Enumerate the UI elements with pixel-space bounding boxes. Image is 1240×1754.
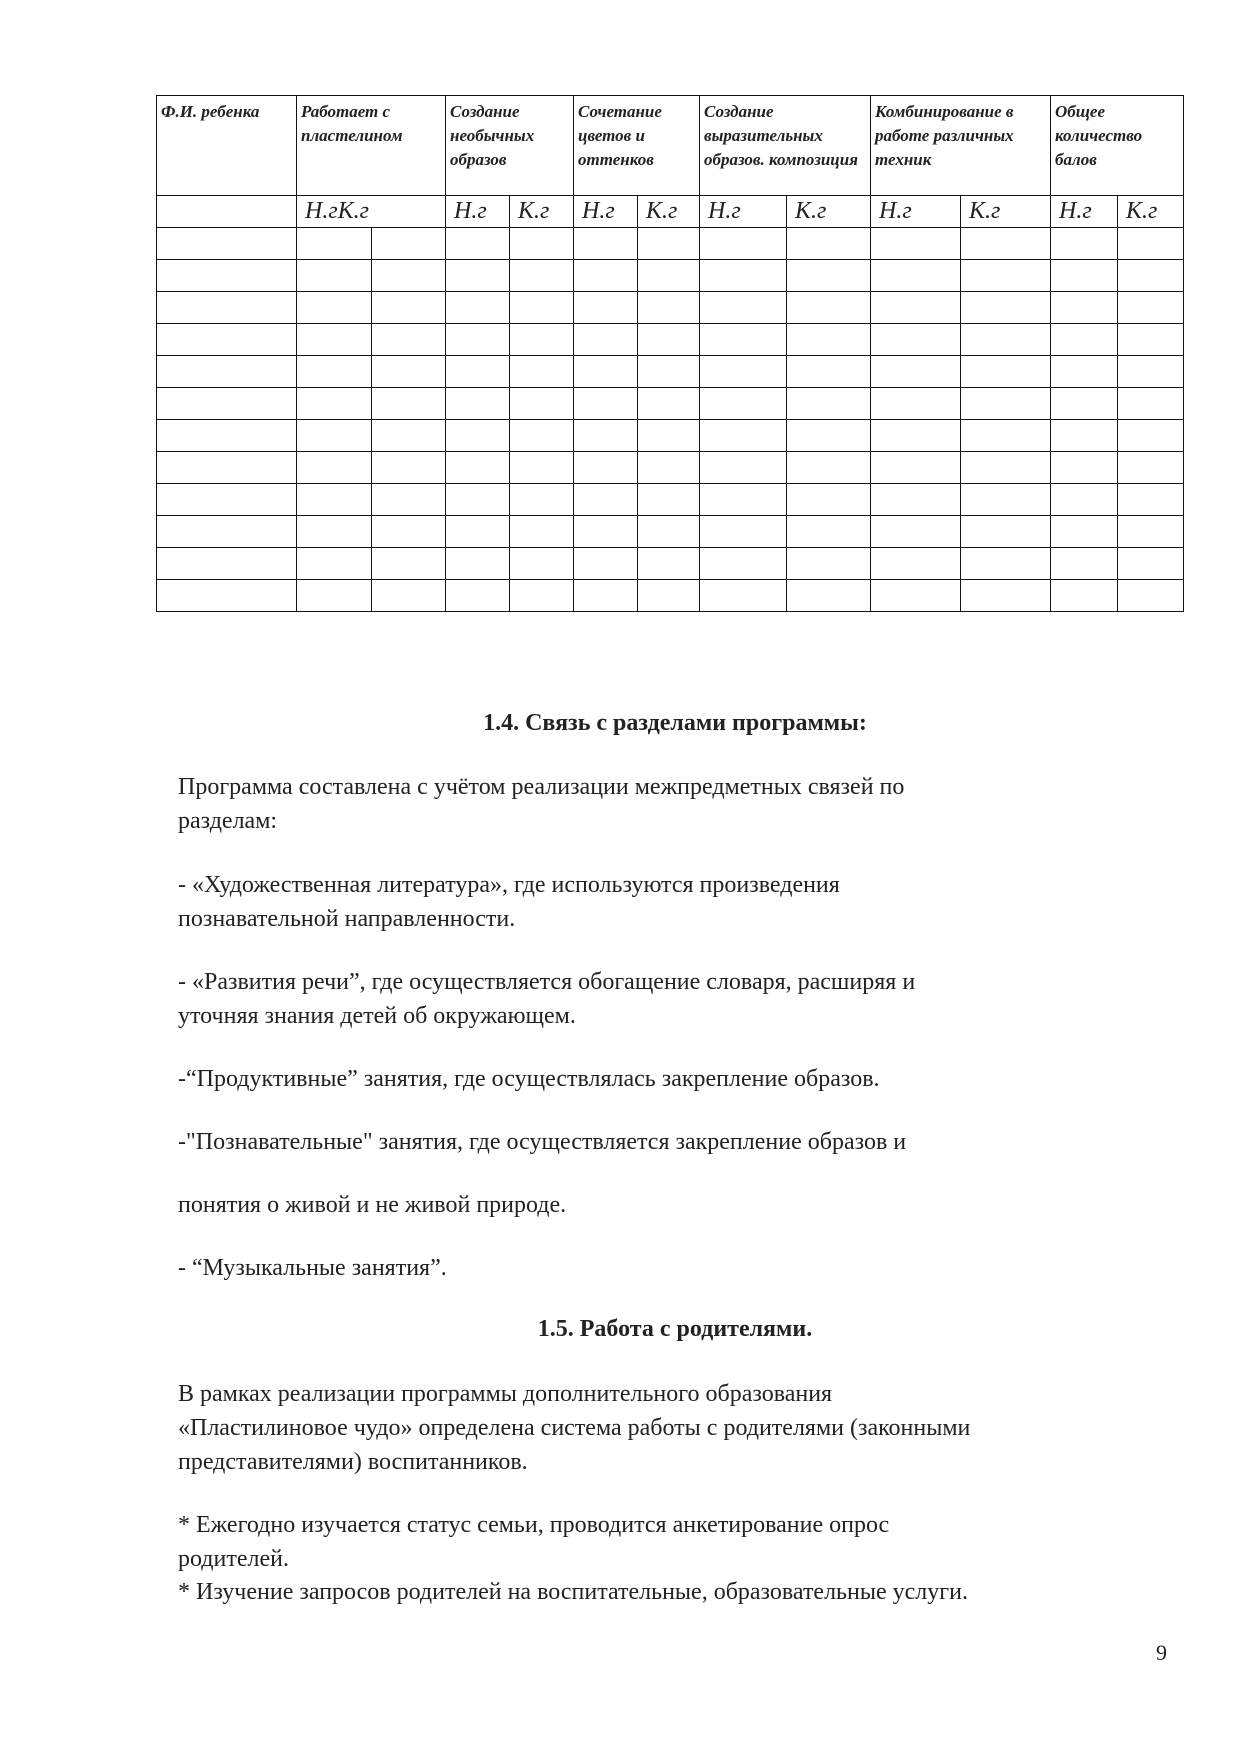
text-line: представителями) воспитанников.	[178, 1449, 528, 1475]
table-cell	[510, 292, 574, 324]
sub-cell: Н.г	[871, 196, 961, 228]
table-row	[157, 228, 1184, 260]
table-cell	[297, 292, 372, 324]
table-cell	[157, 292, 297, 324]
table-cell	[372, 484, 446, 516]
table-cell	[574, 548, 638, 580]
table-cell	[510, 388, 574, 420]
table-cell	[1051, 260, 1118, 292]
table-cell	[787, 292, 871, 324]
table-cell	[446, 516, 510, 548]
table-cell	[638, 228, 700, 260]
table-cell	[871, 260, 961, 292]
table-cell	[446, 324, 510, 356]
table-cell	[700, 324, 787, 356]
sub-cell: К.г	[1118, 196, 1184, 228]
table-cell	[1051, 324, 1118, 356]
table-cell	[700, 580, 787, 612]
table-cell	[961, 452, 1051, 484]
table-cell	[157, 324, 297, 356]
table-cell	[638, 580, 700, 612]
table-cell	[1118, 452, 1184, 484]
table-cell	[871, 292, 961, 324]
text-line: уточняя знания детей об окружающем.	[178, 1003, 576, 1029]
table-cell	[1051, 580, 1118, 612]
table-cell	[1051, 516, 1118, 548]
table-cell	[700, 356, 787, 388]
table-cell	[574, 356, 638, 388]
table-row	[157, 516, 1184, 548]
table-cell	[372, 260, 446, 292]
table-row	[157, 324, 1184, 356]
table-cell	[638, 516, 700, 548]
table-row	[157, 452, 1184, 484]
table-cell	[157, 228, 297, 260]
table-cell	[297, 580, 372, 612]
table-cell	[372, 388, 446, 420]
text-line: * Изучение запросов родителей на воспитательные, образовательные услуги.	[178, 1579, 968, 1605]
table-cell	[638, 420, 700, 452]
table-cell	[157, 388, 297, 420]
text-line: родителей.	[178, 1546, 289, 1572]
text-line: Программа составлена с учётом реализации межпредметных связей по	[178, 774, 905, 800]
table-cell	[700, 228, 787, 260]
text-line: - «Развития речи”, где осуществляется обогащение словаря, расширяя и	[178, 969, 916, 995]
page-number: 9	[1156, 1640, 1167, 1665]
table-cell	[1051, 452, 1118, 484]
table-cell	[510, 356, 574, 388]
table-cell	[510, 548, 574, 580]
table-cell	[638, 452, 700, 484]
header-combining: Комбинирование в работе различных техник	[871, 96, 1051, 196]
table-cell	[574, 260, 638, 292]
table-cell	[574, 388, 638, 420]
table-cell	[871, 548, 961, 580]
table-cell	[638, 388, 700, 420]
table-cell	[1051, 548, 1118, 580]
table-cell	[574, 580, 638, 612]
table-cell	[871, 388, 961, 420]
table-cell	[297, 516, 372, 548]
table-cell	[1118, 260, 1184, 292]
table-cell	[1118, 516, 1184, 548]
text-line: разделам:	[178, 808, 278, 834]
table-cell	[961, 324, 1051, 356]
table-cell	[638, 260, 700, 292]
table-cell	[157, 548, 297, 580]
table-cell	[961, 388, 1051, 420]
header-unusual: Создание необычных образов	[446, 96, 574, 196]
table-cell	[157, 580, 297, 612]
table-cell	[372, 292, 446, 324]
table-cell	[1118, 388, 1184, 420]
table-cell	[1051, 292, 1118, 324]
assessment-table	[156, 95, 1184, 612]
table-cell	[297, 548, 372, 580]
table-cell	[961, 260, 1051, 292]
text-line: * Ежегодно изучается статус семьи, проводится анкетирование опрос	[178, 1512, 890, 1538]
header-plasticine: Работает с пластелином	[297, 96, 446, 196]
table-cell	[574, 324, 638, 356]
table-cell	[372, 548, 446, 580]
table-cell	[446, 452, 510, 484]
table-cell	[157, 260, 297, 292]
table-cell	[574, 292, 638, 324]
table-row	[157, 356, 1184, 388]
table-cell	[638, 356, 700, 388]
table-cell	[1118, 356, 1184, 388]
table-cell	[574, 228, 638, 260]
table-cell	[510, 324, 574, 356]
sub-cell: К.г	[510, 196, 574, 228]
header-expressive: Создание выразительных образов. композиция	[700, 96, 871, 196]
sub-empty	[157, 196, 297, 228]
table-cell	[871, 580, 961, 612]
header-name: Ф.И. ребенка	[157, 96, 297, 196]
table-cell	[1118, 548, 1184, 580]
sub-cell: К.г	[638, 196, 700, 228]
table-cell	[510, 420, 574, 452]
table-cell	[574, 516, 638, 548]
table-cell	[787, 548, 871, 580]
table-cell	[787, 580, 871, 612]
table-row	[157, 292, 1184, 324]
table-cell	[700, 484, 787, 516]
table-cell	[787, 260, 871, 292]
subheader-row	[157, 196, 1184, 228]
table-cell	[1051, 356, 1118, 388]
table-cell	[1118, 228, 1184, 260]
sub-cell: Н.г	[446, 196, 510, 228]
text-line: В рамках реализации программы дополнительного образования	[178, 1381, 833, 1407]
table-cell	[446, 548, 510, 580]
table-cell	[446, 580, 510, 612]
table-cell	[372, 228, 446, 260]
table-cell	[700, 388, 787, 420]
table-cell	[372, 516, 446, 548]
table-row	[157, 580, 1184, 612]
table-cell	[871, 228, 961, 260]
table-cell	[700, 420, 787, 452]
table-cell	[871, 356, 961, 388]
table-cell	[157, 516, 297, 548]
table-cell	[574, 420, 638, 452]
table-cell	[1051, 484, 1118, 516]
table-cell	[787, 484, 871, 516]
table-cell	[510, 580, 574, 612]
table-cell	[1118, 292, 1184, 324]
table-cell	[787, 516, 871, 548]
table-cell	[297, 388, 372, 420]
table-row	[157, 548, 1184, 580]
header-row	[157, 96, 1184, 196]
table-cell	[446, 484, 510, 516]
table-cell	[446, 260, 510, 292]
table-cell	[961, 516, 1051, 548]
table-cell	[961, 228, 1051, 260]
table-row	[157, 260, 1184, 292]
table-cell	[961, 548, 1051, 580]
table-cell	[574, 484, 638, 516]
table-cell	[1051, 388, 1118, 420]
table-cell	[297, 228, 372, 260]
table-cell	[871, 420, 961, 452]
text-line: познавательной направленности.	[178, 906, 516, 932]
table-cell	[700, 516, 787, 548]
text-line: -"Познавательные" занятия, где осуществляется закрепление образов и	[178, 1129, 907, 1155]
table-cell	[1051, 228, 1118, 260]
table-cell	[510, 484, 574, 516]
table-row	[157, 420, 1184, 452]
table-cell	[297, 324, 372, 356]
table-cell	[1051, 420, 1118, 452]
table-cell	[1118, 324, 1184, 356]
table-cell	[871, 324, 961, 356]
table-cell	[297, 356, 372, 388]
table-cell	[1118, 420, 1184, 452]
table-cell	[157, 452, 297, 484]
table-cell	[700, 260, 787, 292]
sub-cell: Н.гК.г	[297, 196, 446, 228]
table-cell	[446, 420, 510, 452]
header-colors: Сочетание цветов и оттенков	[574, 96, 700, 196]
table-cell	[638, 548, 700, 580]
table-row	[157, 484, 1184, 516]
table-cell	[372, 452, 446, 484]
table-cell	[372, 324, 446, 356]
table-cell	[961, 420, 1051, 452]
table-cell	[297, 260, 372, 292]
sub-cell: К.г	[787, 196, 871, 228]
table-cell	[787, 452, 871, 484]
sub-cell: Н.г	[1051, 196, 1118, 228]
table-cell	[297, 452, 372, 484]
table-cell	[871, 516, 961, 548]
table-cell	[446, 356, 510, 388]
table-cell	[638, 292, 700, 324]
table-cell	[157, 484, 297, 516]
table-cell	[700, 548, 787, 580]
table-cell	[157, 420, 297, 452]
table-cell	[372, 580, 446, 612]
text-line: - «Художественная литература», где используются произведения	[178, 872, 840, 898]
section-14-title: 1.4. Связь с разделами программы:	[483, 710, 867, 736]
table-cell	[574, 452, 638, 484]
table-cell	[446, 228, 510, 260]
table-cell	[510, 452, 574, 484]
sub-cell: Н.г	[700, 196, 787, 228]
table-cell	[787, 324, 871, 356]
table-cell	[297, 420, 372, 452]
text-line: «Пластилиновое чудо» определена система работы с родителями (законными	[178, 1415, 971, 1441]
table-cell	[700, 292, 787, 324]
table-cell	[638, 324, 700, 356]
table-cell	[1118, 484, 1184, 516]
header-total: Общее количество балов	[1051, 96, 1184, 196]
table-cell	[157, 356, 297, 388]
table-cell	[510, 260, 574, 292]
sub-cell: К.г	[961, 196, 1051, 228]
table-cell	[871, 452, 961, 484]
table-cell	[787, 228, 871, 260]
table-cell	[787, 420, 871, 452]
text-line: - “Музыкальные занятия”.	[178, 1255, 447, 1281]
text-line: понятия о живой и не живой природе.	[178, 1192, 567, 1218]
table-cell	[961, 580, 1051, 612]
sub-cell: Н.г	[574, 196, 638, 228]
table-cell	[700, 452, 787, 484]
table-cell	[871, 484, 961, 516]
section-15-title: 1.5. Работа с родителями.	[537, 1316, 813, 1342]
table-cell	[1118, 580, 1184, 612]
table-cell	[510, 516, 574, 548]
table-cell	[787, 388, 871, 420]
table-cell	[446, 292, 510, 324]
table-cell	[787, 356, 871, 388]
table-cell	[961, 292, 1051, 324]
table-cell	[372, 356, 446, 388]
text-line: -“Продуктивные” занятия, где осуществлялась закрепление образов.	[178, 1066, 880, 1092]
table-cell	[510, 228, 574, 260]
table-cell	[297, 484, 372, 516]
table-cell	[961, 356, 1051, 388]
table-cell	[961, 484, 1051, 516]
table-cell	[446, 388, 510, 420]
table-cell	[638, 484, 700, 516]
table-cell	[372, 420, 446, 452]
table-row	[157, 388, 1184, 420]
